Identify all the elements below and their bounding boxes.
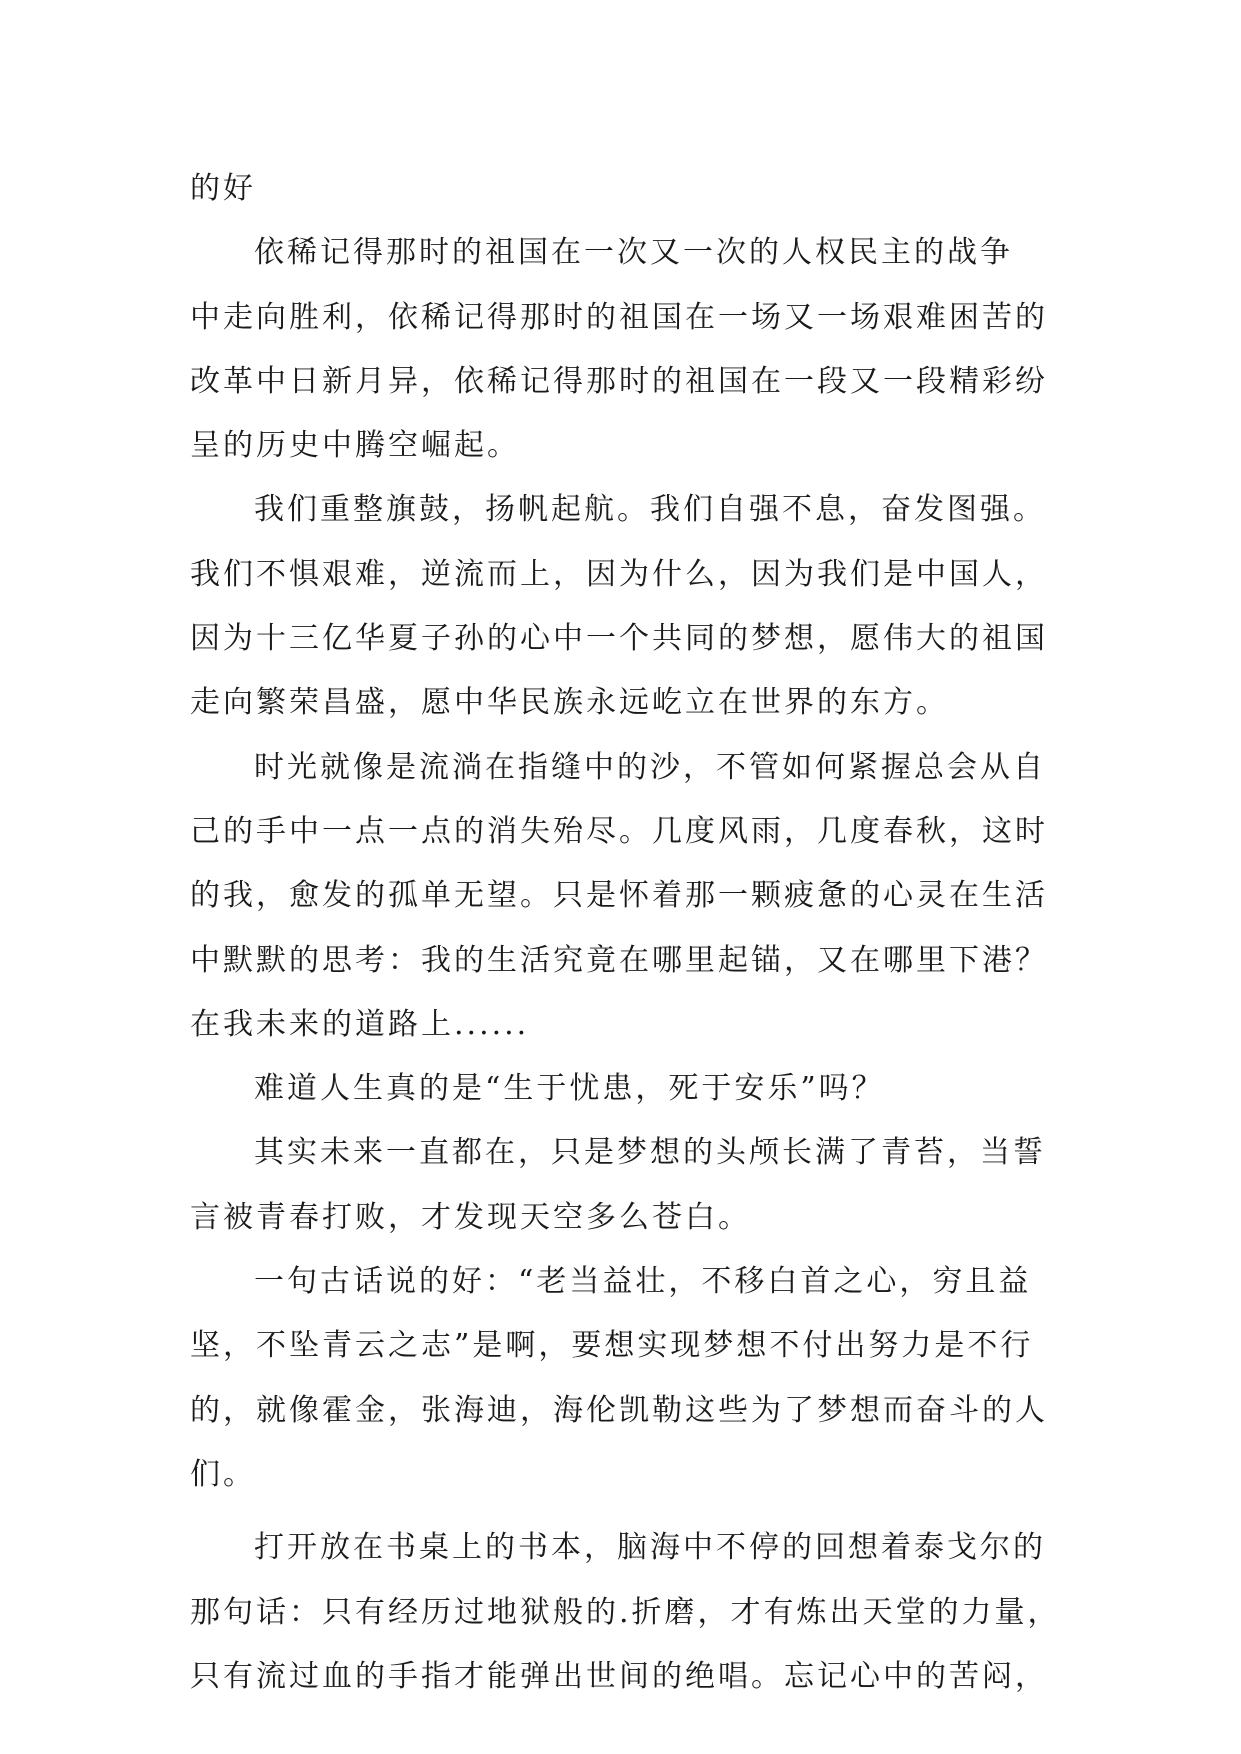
text-line: 那句话：只有经历过地狱般的.折磨，才有炼出天堂的力量， xyxy=(190,1594,1061,1630)
text-line: 只有流过血的手指才能弹出世间的绝唱。忘记心中的苦闷， xyxy=(190,1658,1048,1694)
document-body xyxy=(190,157,1061,1709)
text-line: 们。 xyxy=(190,1456,256,1492)
paragraph-first-line: 其实未来一直都在，只是梦想的头颅长满了青苔，当誓 xyxy=(254,1135,1046,1171)
text-line: 言被青春打败，才发现天空多么苍白。 xyxy=(190,1199,751,1235)
text-line: 己的手中一点一点的消失殆尽。几度风雨，几度春秋，这时 xyxy=(190,813,1048,849)
text-line: 在我未来的道路上...... xyxy=(190,1006,530,1042)
text-line: 中走向胜利，依稀记得那时的祖国在一场又一场艰难困苦的 xyxy=(190,299,1048,335)
paragraph-first-line: 时光就像是流淌在指缝中的沙，不管如何紧握总会从自 xyxy=(254,749,1046,785)
paragraph-first-line: 依稀记得那时的祖国在一次又一次的人权民主的战争 xyxy=(254,235,1013,271)
text-line: 坚，不坠青云之志”是啊，要想实现梦想不付出努力是不行 xyxy=(190,1328,1034,1364)
text-line: 中默默的思考：我的生活究竟在哪里起锚，又在哪里下港？ xyxy=(190,942,1048,978)
text-line: 呈的历史中腾空崛起。 xyxy=(190,428,520,464)
text-line: 的，就像霍金，张海迪，海伦凯勒这些为了梦想而奋斗的人 xyxy=(190,1392,1048,1428)
text-line: 因为十三亿华夏子孙的心中一个共同的梦想，愿伟大的祖国 xyxy=(190,621,1048,657)
text-line: 改革中日新月异，依稀记得那时的祖国在一段又一段精彩纷 xyxy=(190,363,1048,399)
paragraph-first-line: 打开放在书桌上的书本，脑海中不停的回想着泰戈尔的 xyxy=(254,1530,1046,1566)
text-line: 的好 xyxy=(190,171,256,206)
paragraph-first-line: 一句古话说的好：“老当益壮，不移白首之心，穷且益 xyxy=(254,1264,1032,1300)
paragraph-gap xyxy=(190,1507,1050,1516)
text-line: 我们不惧艰难，逆流而上，因为什么，因为我们是中国人， xyxy=(190,556,1048,592)
paragraph-first-line: 我们重整旗鼓，扬帆起航。我们自强不息，奋发图强。 xyxy=(254,492,1046,528)
paragraph-first-line: 难道人生真的是“生于忧患，死于安乐”吗？ xyxy=(254,1071,885,1107)
text-line: 走向繁荣昌盛，愿中华民族永远屹立在世界的东方。 xyxy=(190,685,949,721)
text-line: 的我，愈发的孤单无望。只是怀着那一颗疲惫的心灵在生活 xyxy=(190,878,1048,914)
